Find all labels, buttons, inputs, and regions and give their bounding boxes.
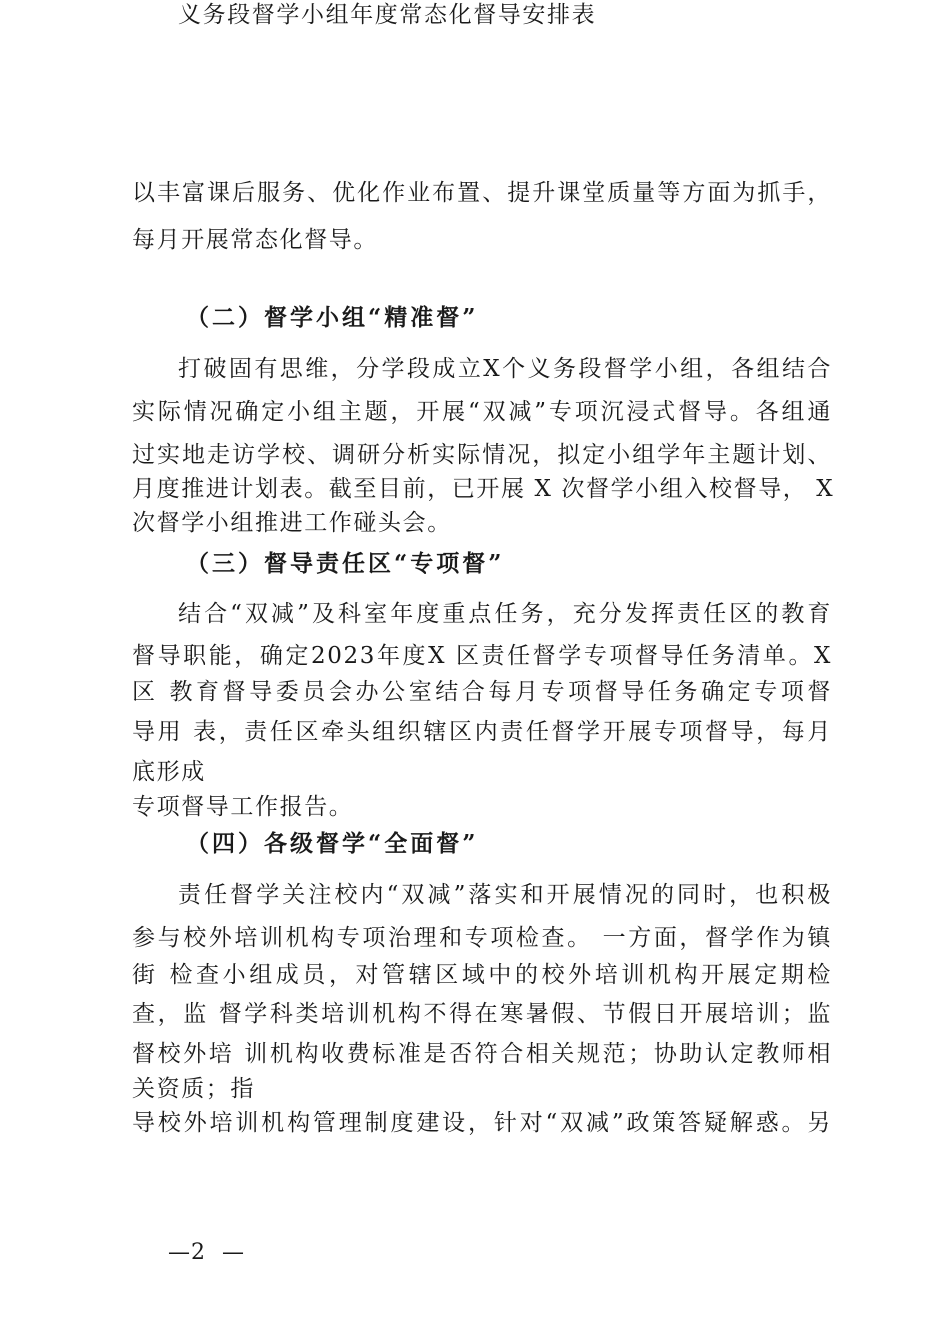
page-number: —2 — bbox=[168, 1240, 245, 1265]
body-line: 责任督学关注校内“双减”落实和开展情况的同时，也积极 bbox=[178, 882, 832, 908]
body-line: 导用 表，责任区牵头组织辖区内责任督学开展专项督导，每月 bbox=[132, 719, 832, 745]
body-line: 专项督导工作报告。 bbox=[132, 794, 354, 820]
body-line: 以丰富课后服务、优化作业布置、提升课堂质量等方面为抓手， bbox=[132, 180, 832, 206]
body-line: 督校外培 训机构收费标准是否符合相关规范；协助认定教师相 bbox=[132, 1041, 832, 1067]
body-line: 查，监 督学科类培训机构不得在寒暑假、节假日开展培训；监 bbox=[132, 1001, 832, 1027]
body-line: 关资质；指 bbox=[132, 1076, 255, 1102]
body-line: 月度推进计划表。截至目前，已开展 X 次督学小组入校督导， X bbox=[132, 476, 835, 502]
section-heading-2: （二）督学小组“精准督” bbox=[186, 304, 479, 331]
table-caption: 义务段督学小组年度常态化督导安排表 bbox=[178, 2, 597, 28]
body-line: 结合“双减”及科室年度重点任务，充分发挥责任区的教育 bbox=[178, 601, 832, 627]
body-line: 过实地走访学校、调研分析实际情况，拟定小组学年主题计划、 bbox=[132, 442, 832, 468]
body-line: 实际情况确定小组主题，开展“双减”专项沉浸式督导。各组通 bbox=[132, 399, 832, 425]
body-line: 打破固有思维，分学段成立X个义务段督学小组，各组结合 bbox=[178, 356, 832, 382]
body-line: 底形成 bbox=[132, 759, 206, 785]
section-heading-4: （四）各级督学“全面督” bbox=[186, 830, 479, 857]
body-line: 每月开展常态化督导。 bbox=[132, 227, 378, 253]
body-line: 督导职能，确定2023年度X 区责任督学专项督导任务清单。X bbox=[132, 643, 832, 669]
body-line: 参与校外培训机构专项治理和专项检查。 一方面，督学作为镇 bbox=[132, 925, 832, 951]
body-line: 区 教育督导委员会办公室结合每月专项督导任务确定专项督 bbox=[132, 679, 832, 705]
body-line: 街 检查小组成员，对管辖区域中的校外培训机构开展定期检 bbox=[132, 962, 832, 988]
body-line: 导校外培训机构管理制度建设，针对“双减”政策答疑解惑。另 bbox=[132, 1110, 832, 1136]
section-heading-3: （三）督导责任区“专项督” bbox=[186, 550, 505, 577]
body-line: 次督学小组推进工作碰头会。 bbox=[132, 510, 452, 536]
